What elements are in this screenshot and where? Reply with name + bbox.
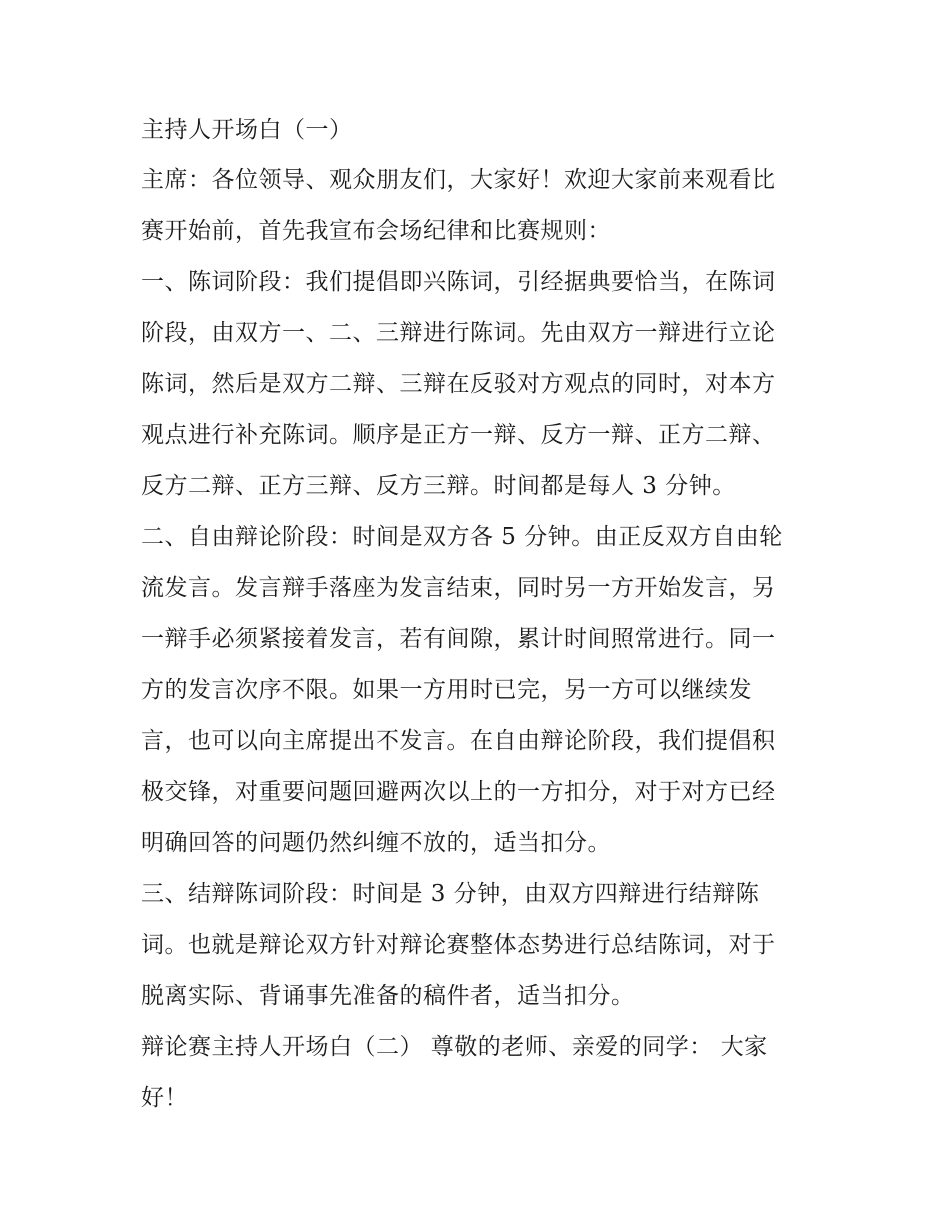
paragraph-line: 脱离实际、背诵事先准备的稿件者，适当扣分。 — [141, 983, 635, 1009]
paragraph-line: 三、结辩陈词阶段：时间是 3 分钟，由双方四辩进行结辩陈 — [141, 881, 760, 907]
paragraph-line: 好！ — [141, 1085, 188, 1111]
paragraph-line: 一、陈词阶段：我们提倡即兴陈词，引经据典要恰当，在陈词 — [141, 269, 776, 295]
paragraph-line: 辩论赛主持人开场白（二） 尊敬的老师、亲爱的同学： 大家 — [141, 1034, 768, 1060]
paragraph-line: 流发言。发言辩手落座为发言结束，同时另一方开始发言，另 — [141, 575, 776, 601]
paragraph-line: 观点进行补充陈词。顺序是正方一辩、反方一辩、正方二辩、 — [141, 422, 776, 448]
paragraph-line: 赛开始前，首先我宣布会场纪律和比赛规则： — [141, 218, 611, 244]
paragraph-line: 阶段，由双方一、二、三辩进行陈词。先由双方一辩进行立论 — [141, 320, 776, 346]
paragraph-line: 陈词，然后是双方二辩、三辩在反驳对方观点的同时，对本方 — [141, 371, 776, 397]
paragraph-line: 极交锋，对重要问题回避两次以上的一方扣分，对于对方已经 — [141, 779, 776, 805]
paragraph-line: 二、自由辩论阶段：时间是双方各 5 分钟。由正反双方自由轮 — [141, 524, 783, 550]
paragraph-line: 反方二辩、正方三辩、反方三辩。时间都是每人 3 分钟。 — [141, 473, 736, 499]
paragraph-line: 方的发言次序不限。如果一方用时已完，另一方可以继续发 — [141, 677, 752, 703]
paragraph-line: 词。也就是辩论双方针对辩论赛整体态势进行总结陈词，对于 — [141, 932, 776, 958]
paragraph-line: 一辩手必须紧接着发言，若有间隙，累计时间照常进行。同一 — [141, 626, 776, 652]
paragraph-line: 主席：各位领导、观众朋友们，大家好！欢迎大家前来观看比 — [141, 167, 776, 193]
paragraph-line: 言，也可以向主席提出不发言。在自由辩论阶段，我们提倡积 — [141, 728, 776, 754]
section-title-1: 主持人开场白（一） — [141, 117, 353, 143]
paragraph-line: 明确回答的问题仍然纠缠不放的，适当扣分。 — [141, 830, 611, 856]
